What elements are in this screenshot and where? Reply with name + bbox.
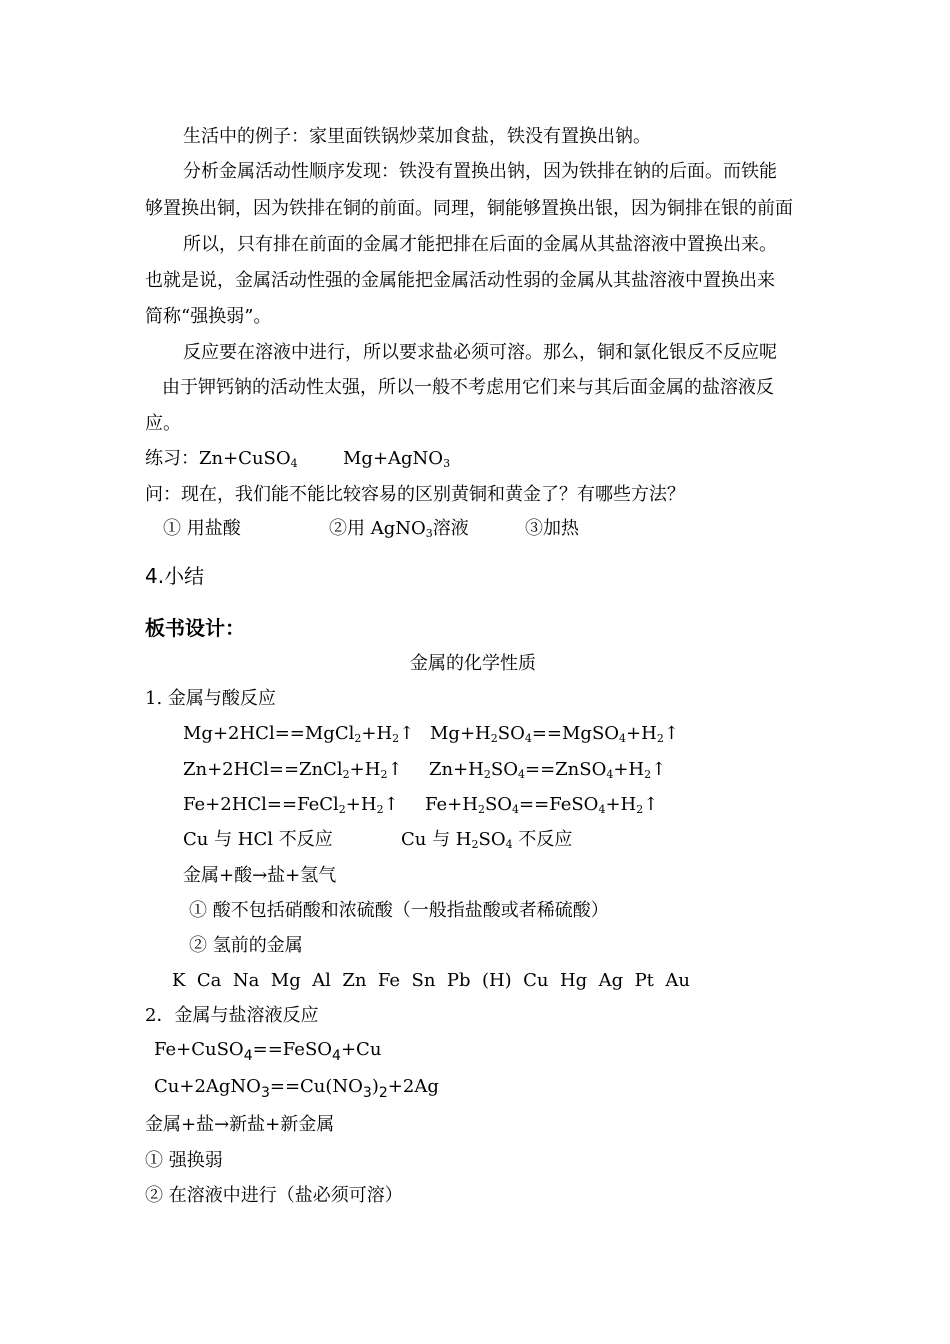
- paragraph-analysis-line1: 分析金属活动性顺序发现：铁没有置换出钠，因为铁排在钠的后面。而铁能: [183, 161, 777, 182]
- methods-line: [163, 517, 579, 541]
- practice-eq1: Zn+CuSO$_4$: [199, 448, 298, 470]
- paragraph-solution-line3: 应。: [145, 413, 181, 434]
- equation-zn-hcl: $Zn+2HCl==ZnCl_2+H_2↑$: [183, 759, 403, 781]
- paragraph-conclusion-line3: 简称“强换弱”。: [145, 306, 272, 327]
- acid-note-2: ② 氢前的金属: [189, 935, 303, 956]
- acid-reaction-row-4: [183, 828, 573, 852]
- salt-rule: 金属+盐→新盐+新金属: [145, 1114, 335, 1135]
- section-2-title: 2．金属与盐溶液反应: [145, 1005, 319, 1026]
- practice-label: 练习：: [145, 448, 199, 469]
- salt-equation-1: Fe+CuSO$_4$==FeSO$_4$+Cu: [154, 1039, 382, 1064]
- board-title: 金属的化学性质: [410, 653, 536, 674]
- acid-note-1: ① 酸不包括硝酸和浓硫酸（一般指盐酸或者稀硫酸）: [189, 900, 609, 921]
- practice-line: [145, 447, 451, 471]
- paragraph-conclusion-line2: 也就是说，金属活动性强的金属能把金属活动性弱的金属从其盐溶液中置换出来: [145, 270, 775, 291]
- section-1-title: 1. 金属与酸反应: [145, 688, 276, 709]
- salt-note-2: ② 在溶液中进行（盐必须可溶）: [145, 1185, 403, 1206]
- acid-reaction-row-2: [183, 758, 667, 782]
- salt-note-1: ① 强换弱: [145, 1150, 223, 1171]
- practice-eq2: Mg+AgNO$_3$: [343, 448, 451, 470]
- paragraph-solution-line2: 由于钾钙钠的活动性太强，所以一般不考虑用它们来与其后面金属的盐溶液反: [162, 377, 774, 398]
- method-1: ① 用盐酸: [163, 518, 241, 539]
- equation-fe-h2so4: $Fe+H_2SO_4==FeSO_4+H_2↑$: [425, 794, 659, 816]
- cu-h2so4-no-reaction: Cu 与 $H_2SO_4$ 不反应: [401, 829, 573, 851]
- cu-hcl-no-reaction: Cu 与 HCl 不反应: [183, 829, 333, 850]
- equation-mg-hcl: $Mg+2HCl==MgCl_2+H_2↑$: [183, 723, 415, 745]
- summary-heading: 4.小结: [145, 564, 205, 588]
- question-line: 问：现在，我们能不能比较容易的区别黄铜和黄金了？有哪些方法？: [145, 484, 685, 505]
- paragraph-example: 生活中的例子：家里面铁锅炒菜加食盐，铁没有置换出钠。: [183, 126, 651, 147]
- equation-zn-h2so4: $Zn+H_2SO_4==ZnSO_4+H_2↑$: [429, 759, 667, 781]
- salt-equation-2: $Cu+2AgNO_3==Cu(NO_3)_2+2Ag$: [154, 1076, 439, 1101]
- paragraph-solution-line1: 反应要在溶液中进行，所以要求盐必须可溶。那么，铜和氯化银反不反应呢: [183, 342, 777, 363]
- acid-reaction-row-1: [183, 722, 679, 746]
- board-design-heading: 板书设计：: [145, 616, 245, 640]
- equation-mg-h2so4: $Mg+H_2SO_4==MgSO_4+H_2↑$: [430, 723, 679, 745]
- method-3: ③加热: [525, 518, 579, 539]
- paragraph-analysis-line2: 够置换出铜，因为铁排在铜的前面。同理，铜能够置换出银，因为铜排在银的前面: [145, 198, 793, 219]
- method-2: ②用 AgNO$_3$溶液: [329, 518, 469, 540]
- paragraph-conclusion-line1: 所以，只有排在前面的金属才能把排在后面的金属从其盐溶液中置换出来。: [183, 234, 777, 255]
- acid-reaction-row-3: [183, 793, 659, 817]
- equation-fe-hcl: $Fe+2HCl==FeCl_2+H_2↑$: [183, 794, 399, 816]
- acid-rule: 金属+酸→盐+氢气: [183, 865, 337, 886]
- activity-series: K Ca Na Mg Al Zn Fe Sn Pb (H) Cu Hg Ag Pt Au: [172, 970, 690, 991]
